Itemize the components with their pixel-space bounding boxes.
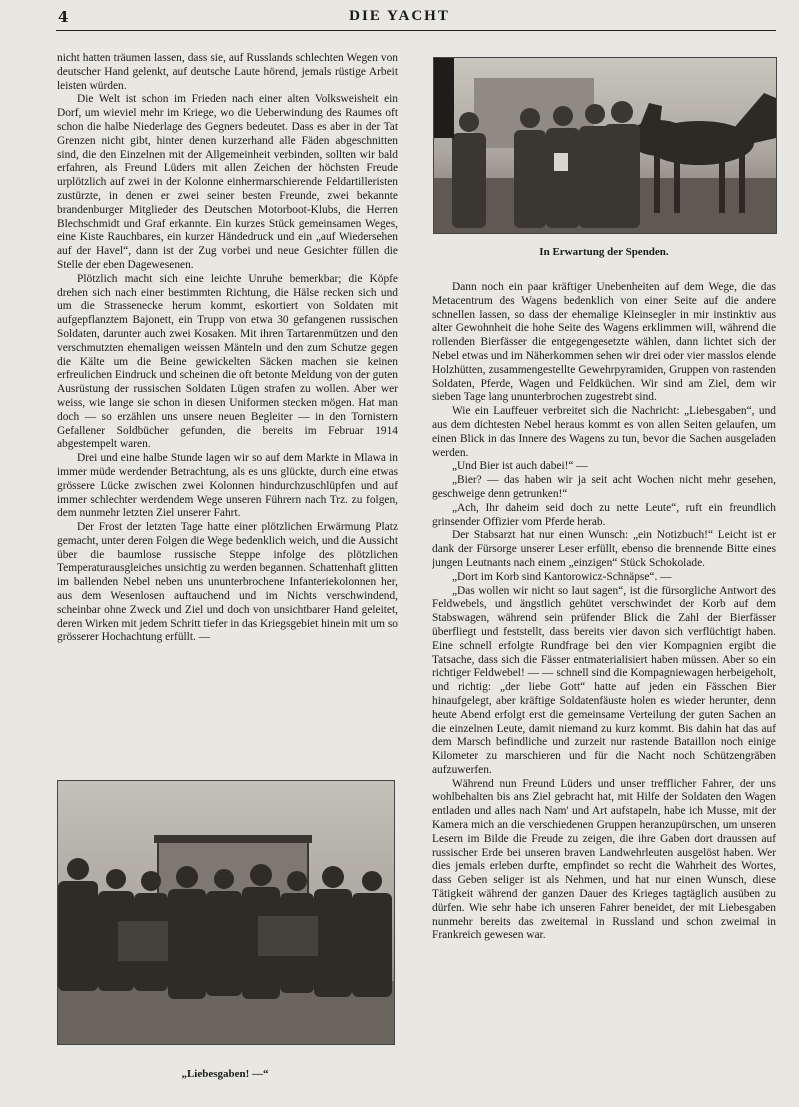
- page-number: 4: [58, 8, 69, 26]
- paragraph: „Dort im Korb sind Kantorowicz-Schnäpse“. —: [452, 570, 672, 583]
- masthead-title: DIE YACHT: [349, 8, 450, 24]
- paragraph: „Bier? — das haben wir ja seit acht Wochen nicht mehr gesehen, geschweige denn getrunken!“: [432, 474, 776, 500]
- paragraph: „Ach, Ihr daheim seid doch zu nette Leute“, ruft ein freundlich grinsender Offizier vom Pferde herab.: [432, 501, 776, 528]
- paragraph: Der Stabsarzt hat nur einen Wunsch: „ein Notizbuch!“ Leicht ist er dank der Fürsorge unserer Leser erfüllt, ebenso die brennende Bitte eines jungen Leutnants nach einem „einzigen“ Stück Schokolade.: [432, 529, 776, 569]
- photo-caption-bottom: „Liebesgaben! —“: [181, 1068, 269, 1080]
- paragraph: Während nun Freund Lüders und unser trefflicher Fahrer, der uns wohlbehalten bis ans Ziel gebracht hat, mit Hilfe der Soldaten den Wagen entladen und alles nach Nam' und Art aufstapeln, habe ich Musse, mit der Kamera mich an die verschiedenen Gruppen heranzupürschen, um unseren Lesern im Bilde die Freude zu zeigen, die ihre Gaben dort draussen auf russischer Erde bei unseren braven Landwehrleuten ausgelöst haben. Wer dies jemals erleben durfte, empfindet so recht die Wahrheit des Wortes, dass Geben seliger ist als Nehmen, und hat nur einen Wunsch, diese Tätigkeit während der ganzen Dauer des Krieges tagtäglich ausüben zu dürfen. Wie sehr habe ich unseren Fahrer beneidet, der mit Liebesgaben nunmehr bereits das zweitemal in Russland und schon zweimal in Frankreich gewesen war.: [432, 777, 776, 942]
- paragraph: „Das wollen wir nicht so laut sagen“, ist die fürsorgliche Antwort des Feldwebels, und ängstlich gehütet verschwindet der Korb auf dem Stabswagen, während sein prüfender Blick die Zahl der Bierfässer überfliegt und feststellt, dass bereits vier davon sich verflüchtigt haben. Eine schnell erfolgte Rundfrage bei den vier Kompagnien ergibt die Tatsache, dass sich die Fässer entmaterialisiert haben müssen. Aber so ein richtiger Feldwebel! — — schnell sind die Kompagniewagen herbeigeholt, und richtig: „der liebe Gott“ hatte auf jeden ein Fässchen Bier hinaufgelegt, aber kräftige Soldatenfäuste holen es wieder herunter, denn heute Abend erfolgt erst die gemeinsame Verteilung der guten Sachen an die einzelnen Leute, damit niemand zu kurz kommt. Bis dahin hat das auf dem Marsch befindliche und zurzeit nur rastende Bataillon noch einige Kilometer zu marschieren und für die Nacht noch Schützengräben aufzuwerfen.: [432, 584, 776, 776]
- paragraph: nicht hatten träumen lassen, dass sie, auf Russlands schlechten Wegen von deutscher Hand gelenkt, auf deutsche Laute hörend, jemals rüstige Arbeit leisten würden.: [57, 52, 398, 92]
- paragraph: Der Frost der letzten Tage hatte einer plötzlichen Erwärmung Platz gemacht, unter deren Folgen die Wege bedenklich weich, und die Aussicht über die baumlose russische Steppe infolge des plötzlichen Temperaturausgleiches unsichtig zu werden begannen. Schattenhaft glitten im ballenden Nebel neben uns ununterbrochene Infanteriekolonnen her, aus dem Wesenlosen auftauchend und im Nichts verschwindend, scheinbar ohne Zweck und Ziel und doch von unsichtbarer Hand geleitet, deren Wirken mit jedem Schritt tiefer in das Kriegsgebiet hinein mit um so grösserer Hochachtung erfüllt. —: [57, 521, 398, 644]
- photo-waiting-for-donations: [433, 57, 777, 234]
- left-column: [57, 52, 398, 770]
- paragraph: Wie ein Lauffeuer verbreitet sich die Nachricht: „Liebesgaben“, und aus dem dichtesten Nebel heraus kommt es von allen Seiten gelaufen, um einen Blick in das Innere des Wagens zu tun, bevor die Sachen ausgeladen werden.: [432, 405, 776, 459]
- paragraph: Plötzlich macht sich eine leichte Unruhe bemerkbar; die Köpfe drehen sich nach einer bestimmten Richtung, die Hälse recken sich und um die Strassenecke herum kommt, eskortiert von Soldaten mit aufgepflanztem Bajonett, ein Trupp von etwa 30 gefangenen russischen Soldaten, darunter auch zwei Kosaken. Mit ihren Tartarenmützen und den verschmutzten ehemaligen weissen Mänteln und den zum Schutze gegen die Kälte um die Beine gewickelten Säcken machen sie keinen erfreulichen Eindruck und scheinen die oft betonte Meldung von der guten Ausrüstung der russischen Soldaten Lügen strafen zu wollen. Aber wer weiss, wie lange sie schon in diesen Uniformen stecken mögen. Hat man doch — so erzählen uns unsere neuen Begleiter — in den Tornistern Gefallener Soldbücher gefunden, die bereits im Februar 1914 abgestempelt waren.: [57, 272, 398, 451]
- header-rule: [56, 30, 776, 31]
- right-column: [432, 281, 776, 1089]
- paragraph: Dann noch ein paar kräftiger Unebenheiten auf dem Wege, die das Metacentrum des Wagens bedenklich von einer Seite auf die andere schnellen lassen, so dass der ehemalige Kleinsegler in mir instinktiv aus alter Gewohnheit die hohe Seite des Wagens erklimmen will, während die rollenden Bierfässer die entgegengesetzte wählen, dann lichtet sich der Nebel etwas und im Näherkommen sehen wir drei oder vier masslos elende Holzhütten, zusammengestellte Gewehrpyramiden, Gruppen von rastenden Soldaten, Pferde, Wagen und Feldküchen. Wir sind am Ziel, dem wir sieben Tage lang ununterbrochen zugestrebt sind.: [432, 281, 776, 404]
- photo-donations-crowd: [57, 780, 395, 1045]
- paragraph: Die Welt ist schon im Frieden nach einer alten Volksweisheit ein Dorf, um wieviel mehr im Kriege, wo die Ueberwindung des Raumes oft schon die halbe Niederlage des Gegners bedeutet. Dass es aber in der Tat Grenzen nicht gibt, hinter denen kurzerhand alle Fäden abgeschnitten sind, die den Einzelnen mit der Allgemeinheit verbinden, sollten wir bald erfahren, als Freund Lüders mit allen Zeichen der höchsten Freude urplötzlich auf zwei in der Kolonne einhermarschierende Feldartilleristen zustürzte, in denen er zwei seiner besten Freunde, zwei bekannte brandenburger Mitglieder des Deutschen Motorboot-Klubs, die Herren Blechschmidt und Graf erkannte. Ein kurzes Stück gemeinsamen Weges, eine Kiste Rauchbares, ein kurzer Händedruck und ein „auf Wiedersehen auf der Havel“, dann ist der Zug vorbei und neue Gesichter füllen die Stelle der eben Dagewesenen.: [57, 93, 398, 271]
- paragraph: „Und Bier ist auch dabei!“ —: [452, 460, 588, 473]
- photo-caption-top: In Erwartung der Spenden.: [539, 246, 669, 258]
- paragraph: Drei und eine halbe Stunde lagen wir so auf dem Markte in Mlawa in immer müde werdender Betrachtung, als es uns glückte, durch eine etwas grössere Lücke zwischen zwei Kolonnen hindurchzuschlüpfen und auf immer schlechter werdendem Wege unseren Führern nach Trz. zu folgen, dem nunmehr letzten Ziel unserer Fahrt.: [57, 452, 398, 520]
